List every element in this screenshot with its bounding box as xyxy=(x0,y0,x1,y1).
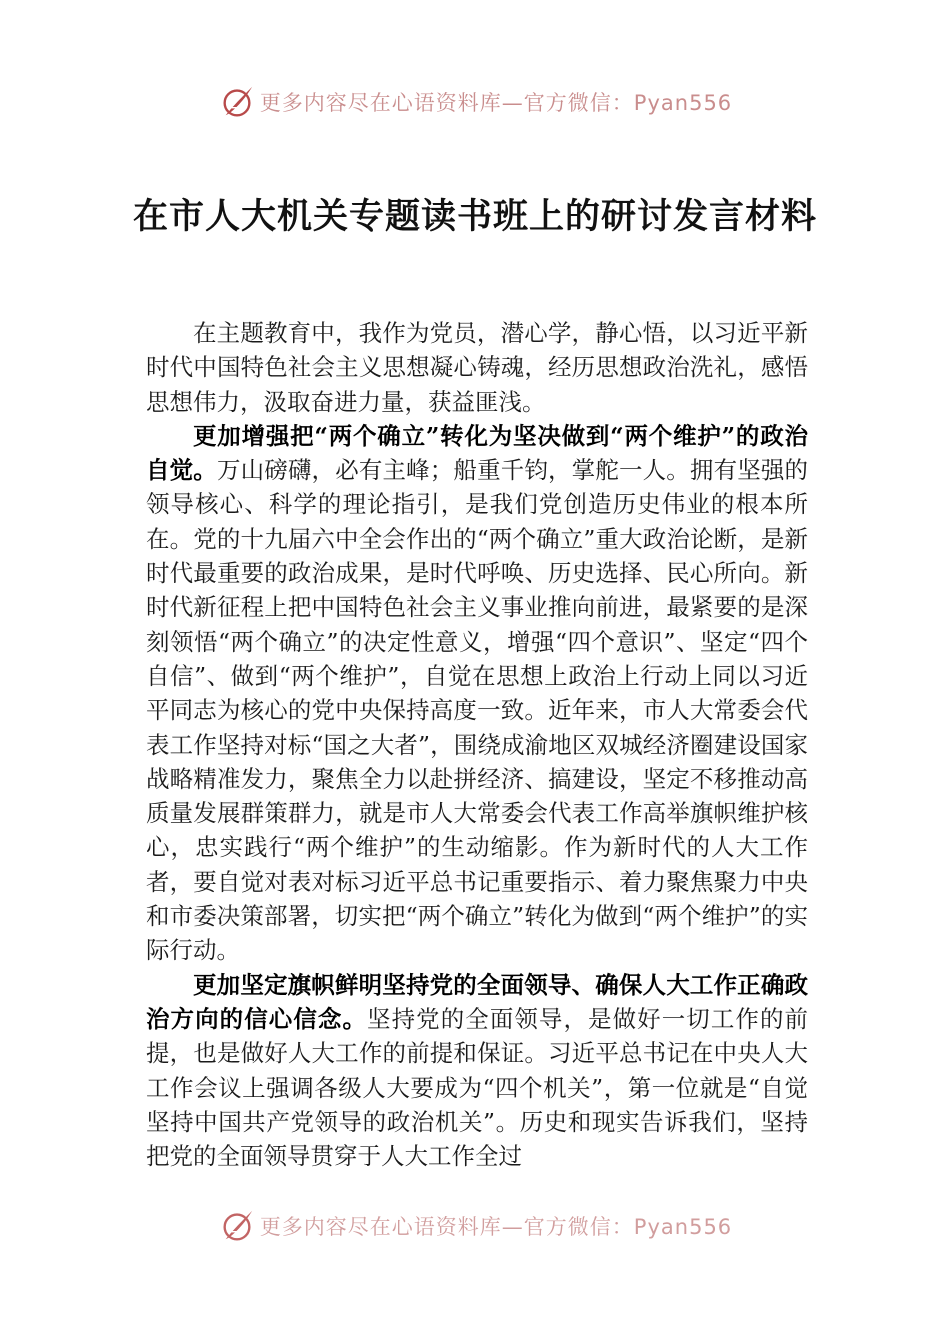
watermark-text: 更多内容尽在心语资料库—官方微信：Pyan556 xyxy=(259,91,733,115)
document-title: 在市人大机关专题读书班上的研讨发言材料 xyxy=(132,196,817,237)
watermark-banner-top xyxy=(0,82,950,122)
paragraph-text: 坚持党的全面领导，是做好一切工作的前提，也是做好人大工作的前提和保证。习近平总书记在中央人大工作会议上强调各级人大要成为“四个机关”，第一位就是“自觉坚持中国共产党领导的政治机关”。历史和现实告诉我们，坚持把党的全面领导贯穿于人大工作全过 xyxy=(146,1004,809,1171)
document-body xyxy=(146,316,808,1173)
paragraph-heading: 更加增强把“两个确立”转化为坚决做到“两个维护”的政治自觉。 xyxy=(146,421,808,485)
paragraph-text: 万山磅礴，必有主峰；船重千钧，掌舵一人。拥有坚强的领导核心、科学的理论指引，是我们党创造历史伟业的根本所在。党的十九届六中全会作出的“两个确立”重大政治论断，是新时代最重要的政治成果，是时代呼唤、历史选择、民心所向。新时代新征程上把中国特色社会主义事业推向前进，最紧要的是深刻领悟“两个确立”的决定性意义，增强“四个意识”、坚定“四个自信”、做到“两个维护”，自觉在思想上政治上行动上同以习近平同志为核心的党中央保持高度一致。近年来，市人大常委会代表工作坚持对标“国之大者”，围绕成渝地区双城经济圈建设国家战略精准发力，聚焦全力以赴拼经济、搞建设，坚定不移推动高质量发展群策群力，就是市人大常委会代表工作高举旗帜维护核心，忠实践行“两个维护”的生动缩影。作为新时代的人大工作者，要自觉对表对标习近平总书记重要指示、着力聚焦聚力中央和市委决策部署，切实把“两个确立”转化为做到“两个维护”的实际行动。 xyxy=(146,456,809,965)
watermark-banner-bottom xyxy=(0,1206,950,1246)
quill-logo-icon xyxy=(218,1207,256,1245)
paragraph-party-leadership xyxy=(146,968,808,1174)
watermark-text: 更多内容尽在心语资料库—官方微信：Pyan556 xyxy=(259,1215,733,1239)
paragraph-intro xyxy=(146,316,808,419)
paragraph-text: 在主题教育中，我作为党员，潜心学，静心悟，以习近平新时代中国特色社会主义思想凝心铸魂，经历思想政治洗礼，感悟思想伟力，汲取奋进力量，获益匪浅。 xyxy=(146,319,808,416)
quill-logo-icon xyxy=(218,83,256,121)
paragraph-heading: 更加坚定旗帜鲜明坚持党的全面领导、确保人大工作正确政治方向的信心信念。 xyxy=(146,970,808,1033)
paragraph-two-establishments xyxy=(146,419,808,968)
